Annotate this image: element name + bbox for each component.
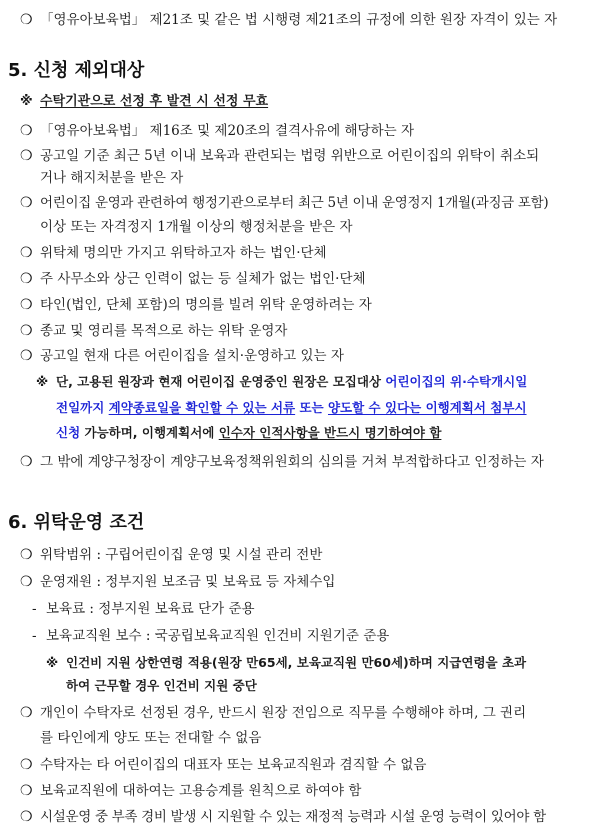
note-highlight-text: 또는	[295, 400, 328, 415]
bullet-icon: ❍	[20, 757, 33, 773]
bullet-icon: ❍	[20, 547, 33, 563]
list-item-text: 「영유아보육법」 제16조 및 제20조의 결격사유에 해당하는 자	[40, 123, 415, 139]
bullet-icon: ❍	[20, 783, 33, 799]
section-5-heading: 5. 신청 제외대상	[8, 60, 145, 81]
note-mark-icon: ※	[36, 374, 49, 389]
note-underlined-text: 인수자 인적사항을 반드시 명기하여야 함	[218, 425, 442, 440]
sub-list-item-text: 보육료 : 정부지원 보육료 단가 준용	[46, 601, 255, 617]
bullet-icon: ❍	[20, 809, 33, 825]
bullet-icon: ❍	[20, 323, 33, 339]
notice-text: 수탁기관으로 선정 후 발견 시 선정 무효	[40, 94, 269, 109]
list-item-text: 어린이집 운영과 관련하여 행정기관으로부터 최근 5년 이내 운영정지 1개월(과징금 포함)	[40, 195, 549, 211]
bullet-icon: ❍	[20, 297, 33, 313]
list-item-text: 보육교직원에 대하여는 고용승계를 원칙으로 하여야 함	[40, 783, 362, 799]
note-highlight-text: 어린이집의 위·수탁개시일	[385, 374, 528, 389]
list-item-text: 주 사무소와 상근 인력이 없는 등 실체가 없는 법인·단체	[40, 271, 366, 287]
note-mark-icon: ※	[20, 94, 33, 109]
list-item-text: 타인(법인, 단체 포함)의 명의를 빌려 위탁 운영하려는 자	[40, 297, 372, 313]
dash-icon: -	[32, 601, 37, 617]
bullet-icon: ❍	[20, 348, 33, 364]
note-highlight-text: 신청	[56, 425, 81, 440]
list-item-text: 운영재원 : 정부지원 보조금 및 보육료 등 자체수입	[40, 574, 336, 590]
note-text: 가능하며, 이행계획서에	[80, 425, 219, 440]
note-underlined-text: 양도할 수 있다는 이행계획서 첨부시	[327, 400, 527, 415]
bullet-icon: ❍	[20, 245, 33, 261]
bullet-icon: ❍	[20, 271, 33, 287]
bullet-icon: ❍	[20, 705, 33, 721]
note-text: 하여 근무할 경우 인건비 지원 중단	[66, 678, 257, 693]
list-item-text: 위탁범위 : 구립어린이집 운영 및 시설 관리 전반	[40, 547, 323, 563]
list-item-text: 이상 또는 자격정지 1개월 이상의 행정처분을 받은 자	[40, 219, 353, 235]
note-mark-icon: ※	[46, 655, 59, 670]
sub-list-item-text: 보육교직원 보수 : 국공립보육교직원 인건비 지원기준 준용	[46, 628, 390, 644]
list-item-text: 위탁체 명의만 가지고 위탁하고자 하는 법인·단체	[40, 245, 327, 261]
list-item-text: 종교 및 영리를 목적으로 하는 위탁 운영자	[40, 323, 288, 339]
bullet-icon: ❍	[20, 12, 33, 28]
bullet-icon: ❍	[20, 148, 33, 164]
note-text: 단, 고용된 원장과 현재 어린이집 운영중인 원장은 모집대상	[56, 374, 386, 389]
list-item-text: 거나 해지처분을 받은 자	[40, 170, 184, 186]
list-item-text: 「영유아보육법」 제21조 및 같은 법 시행령 제21조의 규정에 의한 원장 자격이 있는 자	[40, 12, 558, 28]
list-item-text: 공고일 현재 다른 어린이집을 설치·운영하고 있는 자	[40, 348, 344, 364]
note-text: 인건비 지원 상한연령 적용(원장 만65세, 보육교직원 만60세)하며 지급연령을 초과	[66, 655, 527, 670]
list-item-text: 그 밖에 계양구청장이 계양구보육정책위원회의 심의를 거쳐 부적합하다고 인정하는 자	[40, 454, 544, 470]
bullet-icon: ❍	[20, 574, 33, 590]
note-underlined-text: 계약종료일을 확인할 수 있는 서류	[108, 400, 296, 415]
section-6-heading: 6. 위탁운영 조건	[8, 512, 145, 533]
bullet-icon: ❍	[20, 123, 33, 139]
list-item-text: 공고일 기준 최근 5년 이내 보육과 관련되는 법령 위반으로 어린이집의 위탁이 취소되	[40, 148, 540, 164]
bullet-icon: ❍	[20, 195, 33, 211]
list-item-text: 를 타인에게 양도 또는 전대할 수 없음	[40, 730, 262, 746]
note-highlight-text: 전일까지	[56, 400, 109, 415]
list-item-text: 수탁자는 타 어린이집의 대표자 또는 보육교직원과 겸직할 수 없음	[40, 757, 427, 773]
list-item-text: 시설운영 중 부족 경비 발생 시 지원할 수 있는 재정적 능력과 시설 운영 능력이 있어야 함	[40, 809, 546, 825]
list-item-text: 개인이 수탁자로 선정된 경우, 반드시 원장 전임으로 직무를 수행해야 하며, 그 권리	[40, 705, 527, 721]
dash-icon: -	[32, 628, 37, 644]
bullet-icon: ❍	[20, 454, 33, 470]
